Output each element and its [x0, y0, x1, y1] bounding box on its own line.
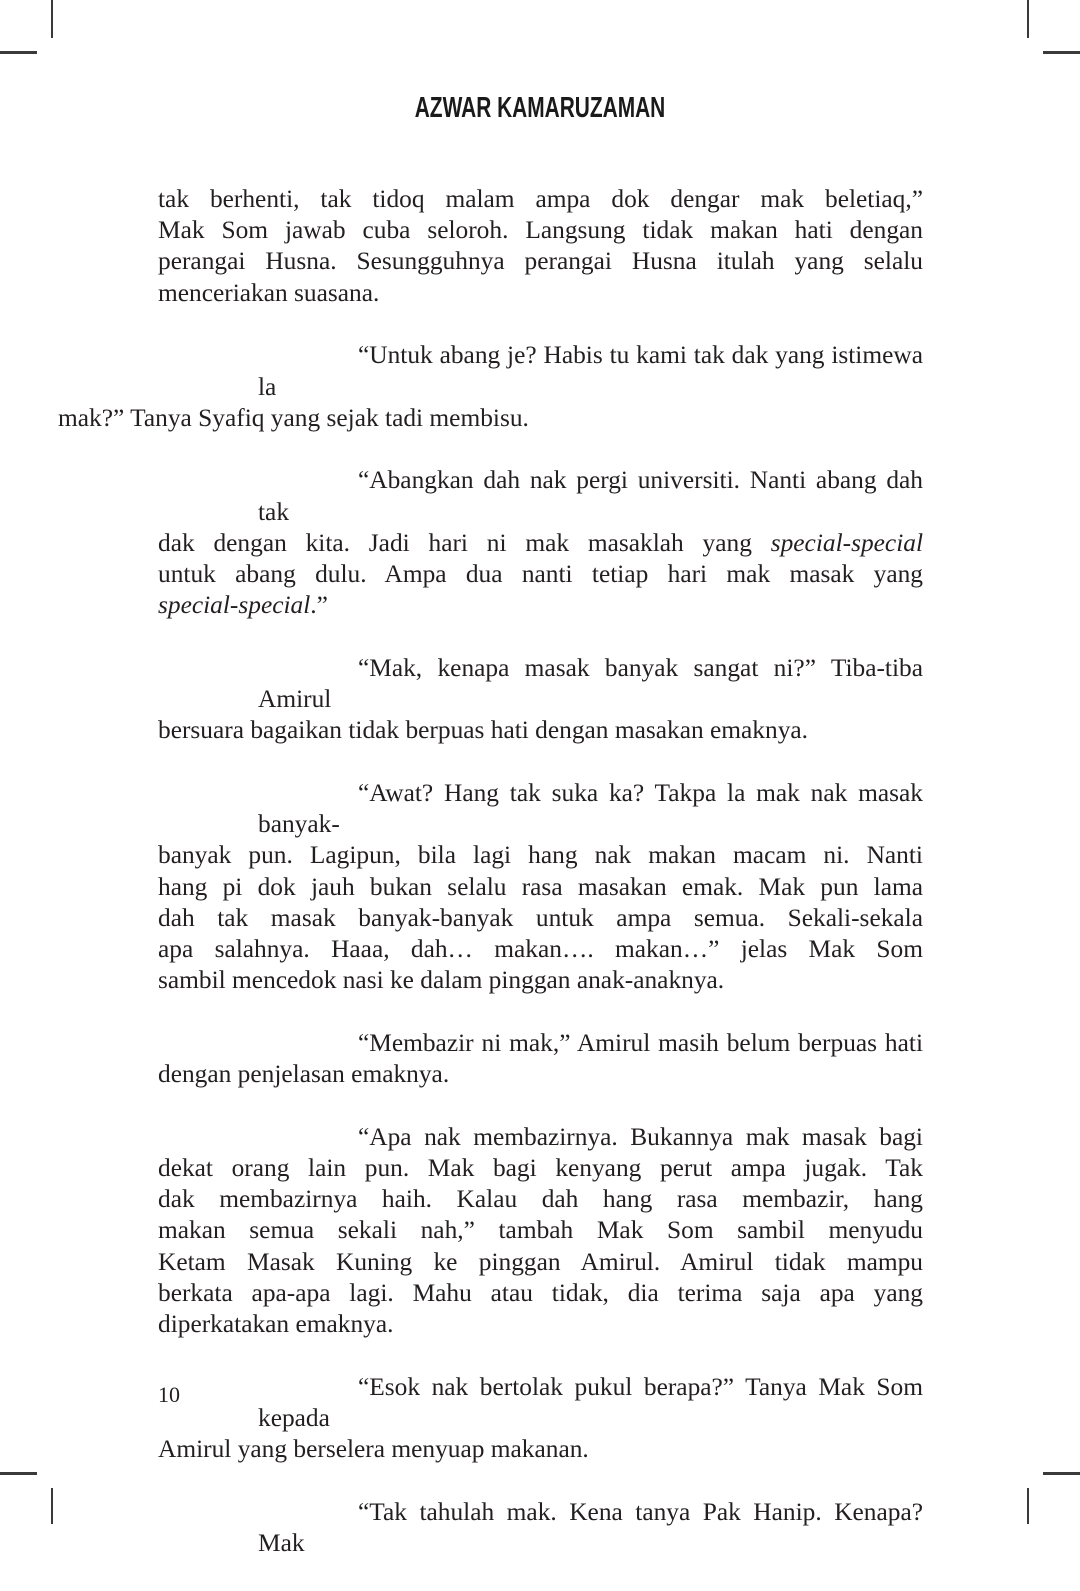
text-run: dak dengan kita. Jadi hari ni mak masaklah yang: [158, 528, 771, 557]
text-line: tak berhenti, tak tidoq malam ampa dok dengar mak beletiaq,”: [158, 185, 923, 213]
text-line: [58, 528, 923, 559]
text-line: diperkatakan emaknya.: [158, 1310, 394, 1339]
paragraph: [158, 653, 923, 747]
crop-mark-top-left-vertical: [51, 0, 53, 38]
text-line: Amirul yang berselera menyuap makanan.: [158, 1435, 589, 1464]
crop-mark-top-left-horizontal: [0, 51, 37, 54]
text-line: [58, 590, 923, 621]
paragraph: [158, 1028, 923, 1090]
crop-mark-bottom-left-horizontal: [0, 1472, 37, 1475]
text-line: dah tak masak banyak-banyak untuk ampa semua. Sekali-sekala: [158, 903, 923, 932]
text-line: banyak pun. Lagipun, bila lagi hang nak makan macam ni. Nanti: [158, 841, 923, 870]
crop-mark-top-right-horizontal: [1043, 51, 1080, 54]
running-header: AZWAR KAMARUZAMAN: [414, 92, 666, 124]
text-line: berkata apa-apa lagi. Mahu atau tidak, dia terima saja apa yang: [158, 1278, 923, 1307]
text-line: “Tak tahulah mak. Kena tanya Pak Hanip. Kenapa? Mak: [258, 1497, 923, 1558]
text-line: “Membazir ni mak,” Amirul masih belum berpuas hati: [358, 1028, 923, 1057]
paragraph: [158, 778, 923, 996]
text-line: Mak Som jawab cuba seloroh. Langsung tidak makan hati dengan: [158, 216, 923, 245]
page-number: 10: [158, 1382, 180, 1407]
paragraph: [158, 1497, 923, 1559]
text-line: dengan penjelasan emaknya.: [158, 1060, 450, 1089]
text-line: hang pi dok jauh bukan selalu rasa masakan emak. Mak pun lama: [158, 872, 923, 901]
text-line: “Abangkan dah nak pergi universiti. Nanti abang dah tak: [258, 466, 923, 526]
crop-mark-bottom-left-vertical: [51, 1488, 53, 1524]
text-line: “Mak, kenapa masak banyak sangat ni?” Tiba-tiba Amirul: [258, 653, 923, 714]
crop-mark-top-right-vertical: [1027, 0, 1029, 38]
text-line: dekat orang lain pun. Mak bagi kenyang perut ampa jugak. Tak: [158, 1154, 923, 1183]
text-line: menceriakan suasana.: [158, 278, 380, 307]
italic-term: special-special: [158, 591, 311, 620]
text-line: bersuara bagaikan tidak berpuas hati dengan masakan emaknya.: [158, 716, 809, 745]
text-line: “Untuk abang je? Habis tu kami tak dak yang istimewa la: [258, 341, 923, 401]
paragraph: [158, 1122, 923, 1340]
paragraph: [158, 184, 923, 309]
paragraph: [158, 1372, 923, 1466]
paragraph: [58, 340, 923, 434]
text-run: .”: [310, 591, 328, 620]
crop-mark-bottom-right-horizontal: [1043, 1472, 1080, 1475]
paragraph: [158, 465, 923, 621]
text-line: apa salahnya. Haaa, dah… makan…. makan…” jelas Mak Som: [158, 935, 923, 964]
italic-term: special-special: [770, 528, 923, 557]
text-line: “Apa nak membazirnya. Bukannya mak masak bagi: [358, 1122, 923, 1151]
text-line: mak?” Tanya Syafiq yang sejak tadi membisu.: [58, 403, 529, 432]
text-line: sambil mencedok nasi ke dalam pinggan anak-anaknya.: [158, 966, 725, 995]
body-text: [58, 184, 923, 1591]
text-line: “Esok nak bertolak pukul berapa?” Tanya Mak Som kepada: [258, 1372, 923, 1432]
text-line: untuk abang dulu. Ampa dua nanti tetiap hari mak masak yang: [158, 560, 923, 589]
text-line: perangai Husna. Sesungguhnya perangai Husna itulah yang selalu: [158, 247, 923, 276]
text-line: dak membazirnya haih. Kalau dah hang rasa membazir, hang: [158, 1185, 923, 1214]
crop-mark-bottom-right-vertical: [1027, 1488, 1029, 1524]
text-line: Ketam Masak Kuning ke pinggan Amirul. Amirul tidak mampu: [158, 1247, 923, 1276]
text-line: “Awat? Hang tak suka ka? Takpa la mak nak masak banyak-: [258, 779, 923, 839]
text-line: makan semua sekali nah,” tambah Mak Som sambil menyudu: [158, 1216, 923, 1245]
